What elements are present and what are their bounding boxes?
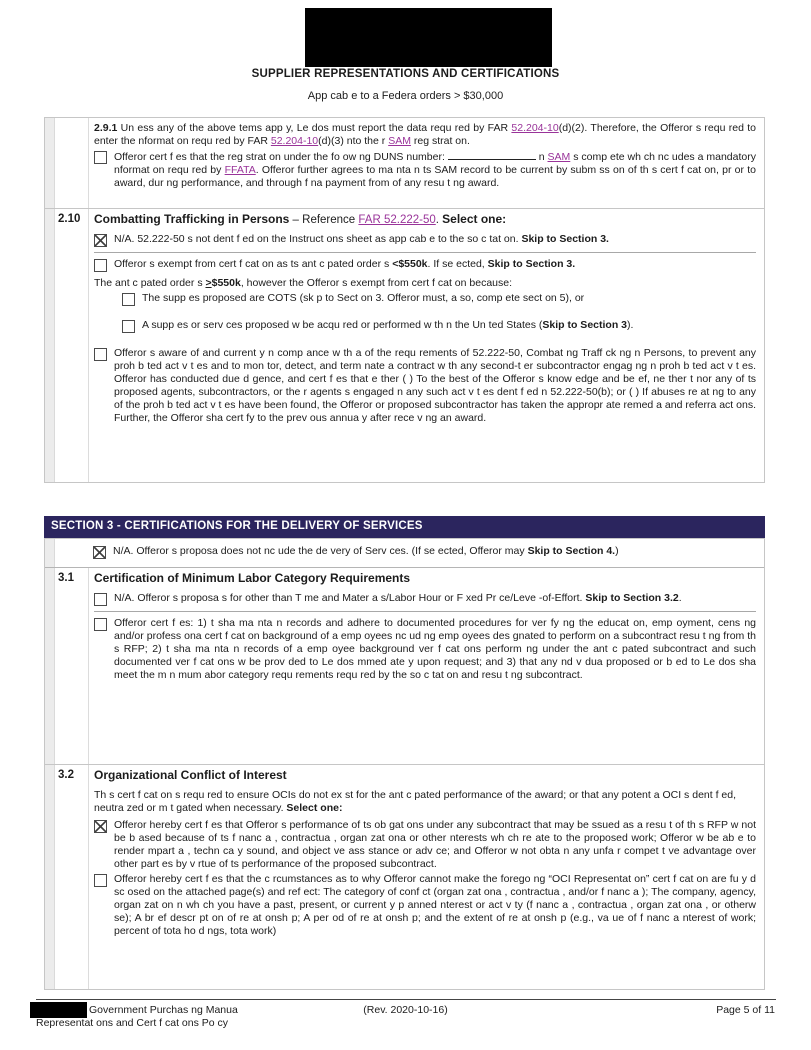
checkbox-trafficking-compliance-label: Offeror s aware of and current y n comp ance w th a of the requ rements of 52.222-50, Combat ng Traff ck ng n Persons, to prevent any proh b ted act v t es and to mon tor, detect, and term nate a contract w th any second-t er subcontractor engag ng n proh b ted act v t es. Offeror has conducted due d gence, and cert f es that e ther ( ) To the best of the Offeror s know edge and be ef, ne ther t nor any of ts proposed agents, subcontractors, or the r agents s engaged n any such act v t es dent f ed n 52.222-50(b); or ( ) If abuses re at ng to any of the proh b ted act v t es have been found, the Offeror or proposed subcontractor has taken the appropr ate remed a and referra act ons. Further, the Offeror sha cert fy to the prev ous annua y after rece v ng an award. xyxy=(114,347,756,424)
section-number-cell-empty xyxy=(55,118,88,208)
row-3-na xyxy=(45,539,764,568)
row-3-1 xyxy=(45,568,764,764)
row-2-10 xyxy=(45,208,764,482)
checkbox-na-3-1-label: N/A. Offeror s proposa s for other than T me and Mater a s/Labor Hour or F xed Pr ce/Leve -of-Effort. Skip to Section 3.2. xyxy=(114,592,682,604)
checkbox-us-performance[interactable] xyxy=(122,320,135,333)
page-footer xyxy=(0,999,811,1045)
link-sam-registration[interactable]: SAM xyxy=(388,135,411,147)
checkbox-na-section-3[interactable] xyxy=(93,546,106,559)
checkbox-item-exempt-550k xyxy=(94,258,756,272)
duns-number-blank-field[interactable] xyxy=(448,150,536,160)
footer-divider xyxy=(36,999,776,1000)
checkbox-oci-disclosure[interactable] xyxy=(94,874,107,887)
row-3-2 xyxy=(45,764,764,989)
link-far-52-204-10-a[interactable]: 52.204-10 xyxy=(511,122,559,134)
checkbox-labor-category-cert[interactable] xyxy=(94,618,107,631)
footer-page-number: Page 5 of 11 xyxy=(716,1004,775,1016)
section-2-10-heading: Combatting Trafficking in Persons – Reference FAR 52.222-50. Select one: xyxy=(94,212,507,226)
checkbox-oci-disclosure-label: Offeror hereby cert f es that the c rcumstances as to why Offeror cannot make the forego ng “OCI Representat on” cert f cat on are fu y d sc osed on the attached page(s) and ref ect: The category of conf ct (organ zat ona , contractua , and/or f nanc a ); The company, agency, organ zat on n wh ch you have a past, present, or current y p anned nterest or act v ty (f nanc a , contractua , organ zat ona , or otherw se); A br ef descr pt on of re at onsh p; A per od of re at onsh p; and the extent of re at onsh p (e.g., va ue of f nanc a nterest of work; percent of tota ho d ngs, tota work) xyxy=(114,873,756,937)
link-far-52-222-50[interactable]: FAR 52.222-50 xyxy=(358,214,436,226)
link-ffata[interactable]: FFATA xyxy=(224,164,256,176)
row-2-9-1 xyxy=(45,118,764,208)
footer-manual-name: Government Purchas ng Manua xyxy=(89,1004,238,1016)
checkbox-na-3-1[interactable] xyxy=(94,593,107,606)
checkbox-item-cots xyxy=(122,292,756,306)
checkbox-duns-registration[interactable] xyxy=(94,151,107,164)
section-number-3-1: 3.1 xyxy=(58,572,74,584)
checkbox-exempt-under-550k[interactable] xyxy=(94,259,107,272)
page-subtitle: App cab e to a Federa orders > $30,000 xyxy=(307,90,504,102)
section-3-table xyxy=(44,538,765,990)
checkbox-item-trafficking-compliance xyxy=(94,347,756,425)
checkbox-item-na-section-3 xyxy=(93,545,756,559)
checkbox-item-oci-no-conflict xyxy=(94,819,756,871)
footer-revision: (Rev. 2020-10-16) xyxy=(363,1004,448,1016)
page-title: SUPPLIER REPRESENTATIONS AND CERTIFICATIONS xyxy=(251,68,560,80)
checkbox-item-na-3-1 xyxy=(94,592,756,612)
checkbox-item-duns xyxy=(94,150,756,190)
checkbox-cots-supplies[interactable] xyxy=(122,293,135,306)
checkbox-oci-no-conflict[interactable] xyxy=(94,820,107,833)
link-sam[interactable]: SAM xyxy=(547,151,571,163)
checkbox-exempt-label: Offeror s exempt from cert f cat on as ts ant c pated order s <$550k. If se ected, Skip to Section 3. xyxy=(114,258,576,270)
checkbox-na-section-3-label: N/A. Offeror s proposa does not nc ude the de very of Serv ces. (If se ected, Offeror may Skip to Section 4.) xyxy=(113,545,619,557)
checkbox-item-us-performance xyxy=(122,319,756,333)
checkbox-na-52-222-50-label: N/A. 52.222-50 s not dent f ed on the Instruct ons sheet as app cab e to the so c tat on. Skip to Section 3. xyxy=(114,233,609,245)
checkbox-cots-label: The supp es proposed are COTS (sk p to Sect on 3. Offeror must, a so, comp ete sect on 5), or xyxy=(142,292,585,304)
oci-intro-text: Th s cert f cat on s requ red to ensure OCIs do not ex st for the ant c pated performance of the award; or that any potent a OCI s dent f ed, neutra zed or m t gated when necessary. Select one: xyxy=(94,789,737,814)
section-3-1-heading: Certification of Minimum Labor Category Requirements xyxy=(94,571,411,585)
link-far-52-204-10-b[interactable]: 52.204-10 xyxy=(270,135,319,147)
checkbox-oci-no-conflict-label: Offeror hereby cert f es that Offeror s performance of ts ob gat ons under any subcontract that may be ssued as a resu t of th s RFP w not be b ased because of ts f nanc a , contractua , organ zat ona or other nterests wh ch re ate to the proposed work; Offeror w be ab e to render mpart a , techn ca y sound, and object ve ass stance or adv ce; and Offeror w not obta n any unfa r compet t ve advantage over other part es by v rtue of ts performance of the proposed subcontract. xyxy=(114,819,756,870)
checkbox-item-na-52-222-50 xyxy=(94,233,756,253)
section-number-2-10: 2.10 xyxy=(58,213,81,225)
select-one-label-3-2: Select one: xyxy=(286,802,343,814)
note-over-550k: The ant c pated order s >$550k, however the Offeror s exempt from cert f cat on because: xyxy=(94,277,513,289)
section-number-cell-empty-3 xyxy=(55,539,88,567)
section-number-3-2: 3.2 xyxy=(58,769,74,781)
section-3-2-heading: Organizational Conflict of Interest xyxy=(94,768,287,782)
checkbox-na-52-222-50[interactable] xyxy=(94,234,107,247)
checkbox-labor-category-cert-label: Offeror cert f es: 1) t sha ma nta n records and adhere to documented procedures for ver fy ng the educat on, emp oyment, cens ng and/or profess ona cert f cat on background of a emp oyees nc ud ng emp oyees des gnated to perform on a subcontract resu t ng from th s RFP; 2) t sha ma nta n records of a emp oyee background ver f cat ons perform ng under the ant c pated subcontract and such documented ver f cat ons w be prov ded to Le dos mmed ate y upon request; and 3) that any nd v dua proposed or b ed to Le dos sha meet the m n mum abor category requ rements requ red by the so c tat on and resu t ng subcontract. xyxy=(114,617,756,681)
footer-policy-name: Representat ons and Cert f cat ons Po cy xyxy=(36,1017,229,1029)
checkbox-item-labor-category-cert xyxy=(94,617,756,682)
section-3-header-bar: SECTION 3 - CERTIFICATIONS FOR THE DELIVERY OF SERVICES xyxy=(44,516,765,538)
section-number-2-9-1: 2.9.1 xyxy=(94,122,118,134)
checkbox-item-oci-disclosure xyxy=(94,873,756,938)
section-2-table xyxy=(44,117,765,483)
checkbox-duns-label: Offeror cert f es that the reg strat on under the fo ow ng DUNS number: n SAM s comp ete wh ch nc udes a mandatory nformat on requ red by FFATA. Offeror further agrees to ma nta n ts SAM record to be current by subm ss on of th s cert f cat on, pr or to award, dur ng performance, and through f na payment from of any resu t ng award. xyxy=(114,151,756,189)
redaction-box-logo xyxy=(305,8,552,67)
para-2-9-1: 2.9.1 Un ess any of the above tems app y, Le dos must report the data requ red by FAR 52.204-10(d)(2). Therefore, the Offeror s requ red to enter the nformat on requ red by FAR 52.204-10(d)(3) nto the r SAM reg strat on. xyxy=(94,122,756,147)
select-one-label: Select one: xyxy=(442,212,507,226)
checkbox-trafficking-compliance[interactable] xyxy=(94,348,107,361)
checkbox-us-performance-label: A supp es or serv ces proposed w be acqu red or performed w th n the Un ted States (Skip to Section 3). xyxy=(142,319,634,331)
